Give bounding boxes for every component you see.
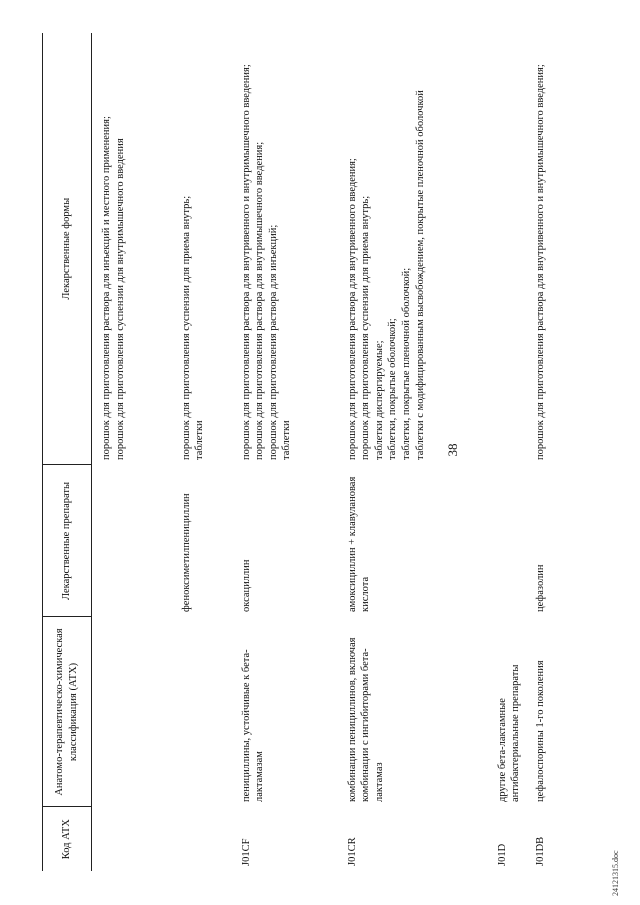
cell-drug <box>92 465 180 617</box>
cell-classification: пенициллины, устойчивые к бета-лактамазам <box>240 649 266 802</box>
table-row <box>240 33 346 871</box>
table-header-row <box>43 33 92 871</box>
table-row <box>180 33 240 871</box>
forms-text: порошок для приготовления раствора для внутривенного и внутримышечного введения; порошок для приготовления раствора для внутримышечного введения; порошок для приготовления раствора для инъекций; таблетки <box>240 64 293 460</box>
cell-classification: другие бета-лактамные антибактериальные препараты <box>496 664 522 802</box>
cell-drug: амоксициллин + клавулановая кислота <box>346 476 372 612</box>
forms-text: порошок для приготовления суспензии для приема внутрь; таблетки <box>180 195 206 460</box>
cell-drug: цефазолин <box>534 564 546 612</box>
forms-text: порошок для приготовления раствора для инъекций и местного применения; порошок для приготовления суспензии для внутримышечного введения <box>101 116 126 460</box>
cell-drug: феноксиметилпенициллин <box>180 493 192 612</box>
forms-text: порошок для приготовления раствора для внутривенного введения; порошок для приготовления суспензии для приема внутрь; таблетки диспергируемые; таблетки, покрытые оболочкой; таблетки, покрытые пленочной оболочкой; таблетки с модифицированным высвобождением, покрытые пленочной оболочкой <box>346 90 426 460</box>
cell-classification: комбинации пенициллинов, включая комбинации с ингибиторами бета-лактамаз <box>346 637 385 802</box>
page-number: 38 <box>445 443 460 457</box>
cell-forms <box>240 33 346 465</box>
forms-text: порошок для приготовления раствора для внутривенного и внутримышечного введения; <box>534 64 546 460</box>
atc-table <box>42 33 570 871</box>
cell-forms <box>180 33 240 465</box>
cell-forms <box>92 33 180 465</box>
header-classification: Анатомо-терапевтическо-химическая классификация (АТХ) <box>43 617 92 807</box>
cell-code: J01D <box>496 843 508 866</box>
header-forms: Лекарственные формы <box>43 33 92 465</box>
document-reference: 24121315.doc <box>611 850 620 896</box>
table-row <box>534 33 570 871</box>
cell-forms <box>534 33 570 465</box>
cell-classification <box>92 617 180 807</box>
table-row <box>92 33 180 871</box>
cell-code <box>92 807 180 871</box>
header-code: Код АТХ <box>43 807 92 871</box>
header-drugs: Лекарственные препараты <box>43 465 92 617</box>
cell-code: J01CF <box>240 838 252 866</box>
cell-code: J01DB <box>534 836 546 866</box>
cell-code: J01CR <box>346 837 358 866</box>
cell-forms <box>496 33 534 465</box>
table-row <box>496 33 534 871</box>
cell-drug: оксациллин <box>240 559 252 612</box>
cell-code <box>180 807 240 871</box>
cell-forms <box>346 33 496 465</box>
cell-drug <box>496 465 534 617</box>
table-row <box>346 33 496 871</box>
cell-classification <box>180 617 240 807</box>
cell-classification: цефалоспорины 1-го поколения <box>534 660 546 802</box>
